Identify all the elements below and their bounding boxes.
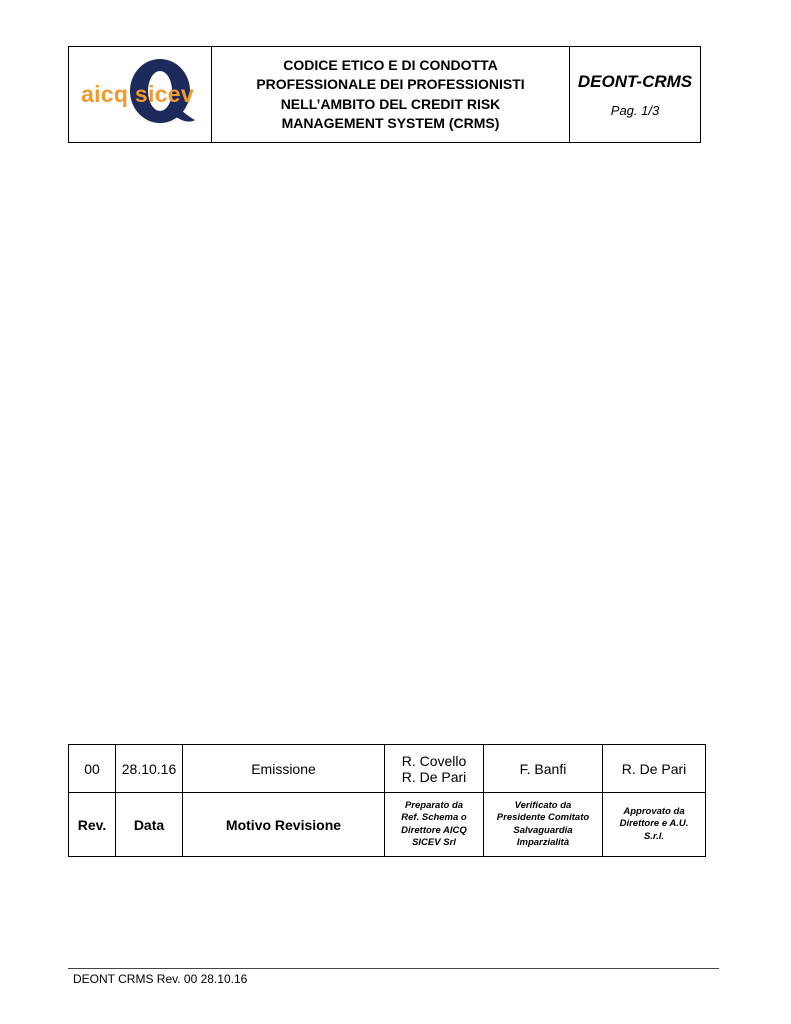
header-line: Imparzialità bbox=[516, 837, 570, 849]
logo-cell bbox=[69, 47, 212, 143]
doc-code-cell bbox=[570, 47, 701, 143]
approved-value: R. De Pari bbox=[603, 745, 706, 793]
header-line: Salvaguardia bbox=[513, 824, 573, 836]
revision-table bbox=[68, 744, 706, 857]
header-line: Preparato da bbox=[404, 799, 464, 811]
table-header-row bbox=[69, 793, 706, 857]
header-line: Approvato da bbox=[623, 805, 685, 817]
table-row bbox=[69, 745, 706, 793]
header-line: Ref. Schema o bbox=[401, 812, 467, 824]
header-line: Direttore AICQ bbox=[401, 824, 467, 836]
logo-text: aicq sicev bbox=[81, 81, 194, 107]
prepared-name: R. Covello bbox=[401, 752, 467, 769]
header-line: S.r.l. bbox=[643, 830, 665, 842]
approved-header bbox=[603, 793, 706, 857]
footer-text: DEONT CRMS Rev. 00 28.10.16 bbox=[73, 972, 248, 986]
title-line: NELL’AMBITO DEL CREDIT RISK bbox=[280, 95, 501, 112]
prepared-header bbox=[385, 793, 484, 857]
verified-header bbox=[484, 793, 603, 857]
date-header: Data bbox=[116, 793, 183, 857]
title-line: PROFESSIONALE DEI PROFESSIONISTI bbox=[256, 76, 525, 92]
page-number: Pag. 1/3 bbox=[610, 103, 660, 118]
document-title bbox=[212, 47, 570, 143]
reason-value: Emissione bbox=[183, 745, 385, 793]
aicq-sicev-logo bbox=[69, 47, 211, 142]
header-line: Direttore e A.U. bbox=[619, 818, 689, 830]
header-line: Presidente Comitato bbox=[496, 812, 590, 824]
verified-value: F. Banfi bbox=[484, 745, 603, 793]
footer-divider bbox=[68, 968, 719, 969]
date-value: 28.10.16 bbox=[116, 745, 183, 793]
rev-header: Rev. bbox=[69, 793, 116, 857]
header-line: SICEV Srl bbox=[412, 837, 456, 849]
doc-code: DEONT-CRMS bbox=[577, 72, 693, 91]
rev-value: 00 bbox=[69, 745, 116, 793]
title-line: MANAGEMENT SYSTEM (CRMS) bbox=[281, 115, 500, 131]
title-line: CODICE ETICO E DI CONDOTTA bbox=[283, 56, 498, 73]
header-line: Verificato da bbox=[514, 799, 572, 811]
prepared-name: R. De Pari bbox=[401, 768, 467, 785]
reason-header: Motivo Revisione bbox=[183, 793, 385, 857]
document-header bbox=[68, 46, 701, 143]
prepared-value bbox=[385, 745, 484, 793]
